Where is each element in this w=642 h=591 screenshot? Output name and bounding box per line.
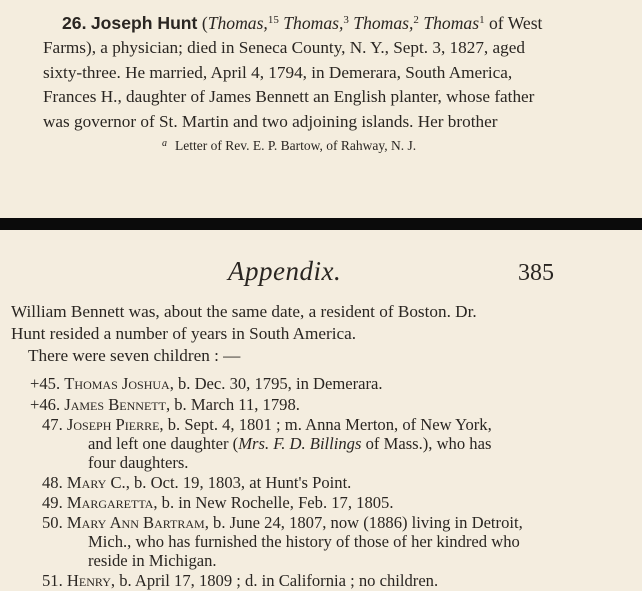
child-number: 50. bbox=[42, 513, 63, 532]
lineage-generation: 3 bbox=[343, 14, 349, 26]
paragraph-line: Hunt resided a number of years in South America. bbox=[11, 324, 357, 343]
lineage-name: Thomas bbox=[423, 13, 480, 33]
footnote-mark: a bbox=[162, 138, 167, 149]
line-1-tail: of West bbox=[488, 13, 543, 33]
child-name: Mary C. bbox=[66, 473, 126, 492]
entry-26-line-3: sixty-three. He married, April 4, 1794, in Demerara, South America, bbox=[43, 63, 513, 82]
page-number: 385 bbox=[518, 260, 554, 286]
paragraph-line: William Bennett was, about the same date, a resident of Boston. Dr. bbox=[11, 302, 477, 321]
child-details: , b. Oct. 19, 1803, at Hunt's Point. bbox=[125, 473, 352, 492]
child-details: , b. Sept. 4, 1801 ; m. Anna Merton, of New York, bbox=[159, 415, 492, 434]
child-details: , b. in New Rochelle, Feb. 17, 1805. bbox=[153, 493, 394, 512]
continuation-text: and left one daughter ( bbox=[88, 434, 239, 453]
child-details: , b. June 24, 1807, now (1886) living in Detroit, bbox=[204, 513, 523, 532]
continuation-text: of Mass.), who has bbox=[361, 434, 492, 453]
lineage-generation: 15 bbox=[267, 14, 279, 26]
page-divider bbox=[0, 218, 642, 230]
child-name: James Bennett bbox=[64, 395, 166, 414]
child-name: Joseph Pierre bbox=[66, 415, 160, 434]
child-entry-continuation: reside in Michigan. bbox=[88, 551, 217, 570]
child-entry bbox=[42, 571, 438, 591]
lineage-name: Thomas, bbox=[207, 13, 268, 33]
child-entry-continuation: four daughters. bbox=[88, 453, 189, 472]
top-page-fragment bbox=[0, 0, 642, 218]
lineage-name: Thomas, bbox=[353, 13, 414, 33]
footnote bbox=[162, 135, 416, 155]
entry-26-line-1 bbox=[62, 12, 542, 34]
child-number: 51. bbox=[42, 571, 63, 590]
child-entry-continuation bbox=[88, 434, 491, 454]
entry-26-line-2: Farms), a physician; died in Seneca County, N. Y., Sept. 3, 1827, aged bbox=[43, 38, 525, 57]
lineage-open: ( bbox=[201, 13, 208, 33]
child-name: Thomas Joshua bbox=[64, 374, 170, 393]
child-entry bbox=[30, 395, 300, 415]
child-details: , b. March 11, 1798. bbox=[165, 395, 300, 414]
entry-26-line-5: was governor of St. Martin and two adjoining islands. Her brother bbox=[43, 112, 498, 131]
paragraph-line: There were seven children : — bbox=[28, 346, 241, 365]
child-entry bbox=[42, 415, 492, 435]
child-details: , b. April 17, 1809 ; d. in California ; no children. bbox=[110, 571, 439, 590]
child-number: 47. bbox=[42, 415, 63, 434]
entry-26-line-4: Frances H., daughter of James Bennett an English planter, whose father bbox=[43, 87, 535, 106]
entry-name: Joseph Hunt bbox=[90, 13, 198, 33]
footnote-text: Letter of Rev. E. P. Bartow, of Rahway, N. J. bbox=[175, 138, 417, 153]
entry-number: 26. bbox=[62, 13, 87, 33]
running-head: Appendix. bbox=[228, 256, 342, 286]
child-number: +45. bbox=[30, 374, 61, 393]
child-name: Henry bbox=[66, 571, 111, 590]
child-entry bbox=[30, 374, 383, 394]
child-name: Mary Ann Bartram bbox=[66, 513, 205, 532]
child-entry bbox=[42, 473, 351, 493]
child-name: Margaretta bbox=[66, 493, 154, 512]
continuation-italic: Mrs. F. D. Billings bbox=[238, 434, 362, 453]
lineage-name: Thomas, bbox=[283, 13, 344, 33]
lineage-generation: 1 bbox=[479, 14, 485, 26]
child-number: +46. bbox=[30, 395, 61, 414]
child-number: 49. bbox=[42, 493, 63, 512]
child-entry bbox=[42, 493, 394, 513]
child-number: 48. bbox=[42, 473, 63, 492]
child-entry bbox=[42, 513, 523, 533]
lineage-generation: 2 bbox=[413, 14, 419, 26]
child-details: , b. Dec. 30, 1795, in Demerara. bbox=[169, 374, 383, 393]
child-entry-continuation: Mich., who has furnished the history of those of her kindred who bbox=[88, 532, 520, 551]
